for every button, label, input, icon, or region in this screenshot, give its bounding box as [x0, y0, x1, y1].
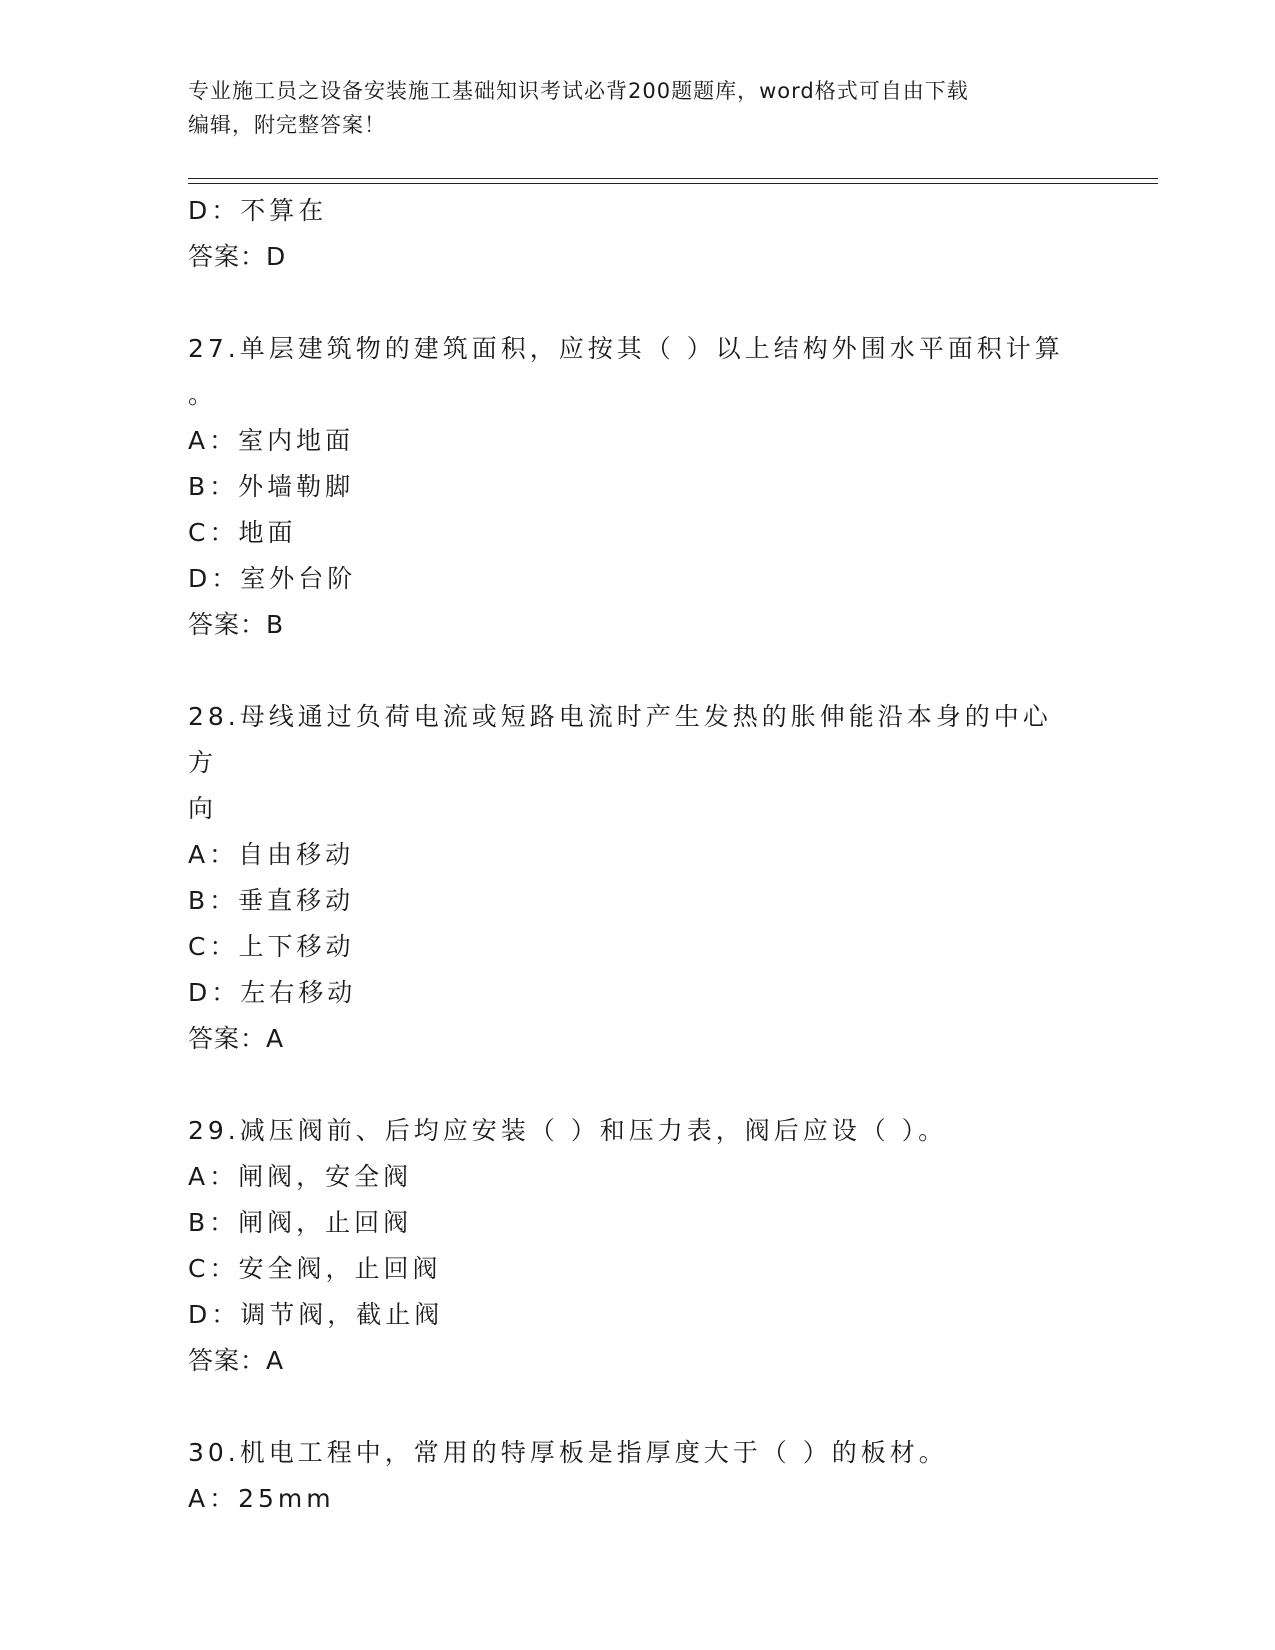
option-b: B：垂直移动: [188, 886, 355, 915]
question-30: [188, 1430, 1088, 1522]
option-a: A：自由移动: [188, 840, 355, 869]
option-c: C：上下移动: [188, 932, 355, 961]
option-c: C：地面: [188, 518, 297, 547]
option-a: A：室内地面: [188, 426, 355, 455]
option-b: B：闸阀，止回阀: [188, 1208, 413, 1237]
question-list: [188, 188, 1088, 1522]
option-c: C：安全阀，止回阀: [188, 1254, 442, 1283]
option-d: D：左右移动: [188, 978, 357, 1007]
question-29: [188, 1108, 1088, 1384]
answer-line: 答案：B: [188, 610, 285, 639]
question-stem: 29.减压阀前、后均应安装（ ）和压力表，阀后应设（ ）。: [188, 1116, 948, 1145]
option-a: A：25mm: [188, 1484, 335, 1513]
answer-line: 答案：A: [188, 1346, 285, 1375]
option-d: D：室外台阶: [188, 564, 357, 593]
header-divider: [188, 178, 1158, 184]
question-stem: 27.单层建筑物的建筑面积，应按其（ ）以上结构外围水平面积计算: [188, 334, 1064, 363]
previous-question-tail: [188, 188, 1088, 280]
question-stem: 28.母线通过负荷电流或短路电流时产生发热的胀伸能沿本身的中心方: [188, 702, 1052, 777]
question-stem-continued: 。: [188, 380, 218, 409]
question-stem: 30.机电工程中，常用的特厚板是指厚度大于（ ）的板材。: [188, 1438, 948, 1467]
question-28: [188, 694, 1088, 1062]
header-title-line-1: 专业施工员之设备安装施工基础知识考试必背200题题库，word格式可自由下载: [188, 79, 969, 103]
option-b: B：外墙勒脚: [188, 472, 355, 501]
option-d: D：调节阀，截止阀: [188, 1300, 444, 1329]
header-title-line-2: 编辑，附完整答案！: [188, 113, 386, 137]
document-header: [188, 74, 1068, 142]
option-a: A：闸阀，安全阀: [188, 1162, 413, 1191]
option-d: D：不算在: [188, 196, 328, 225]
question-27: [188, 326, 1088, 648]
answer-line: 答案：A: [188, 1024, 285, 1053]
question-stem-continued: 向: [188, 794, 218, 823]
answer-line: 答案：D: [188, 242, 287, 271]
